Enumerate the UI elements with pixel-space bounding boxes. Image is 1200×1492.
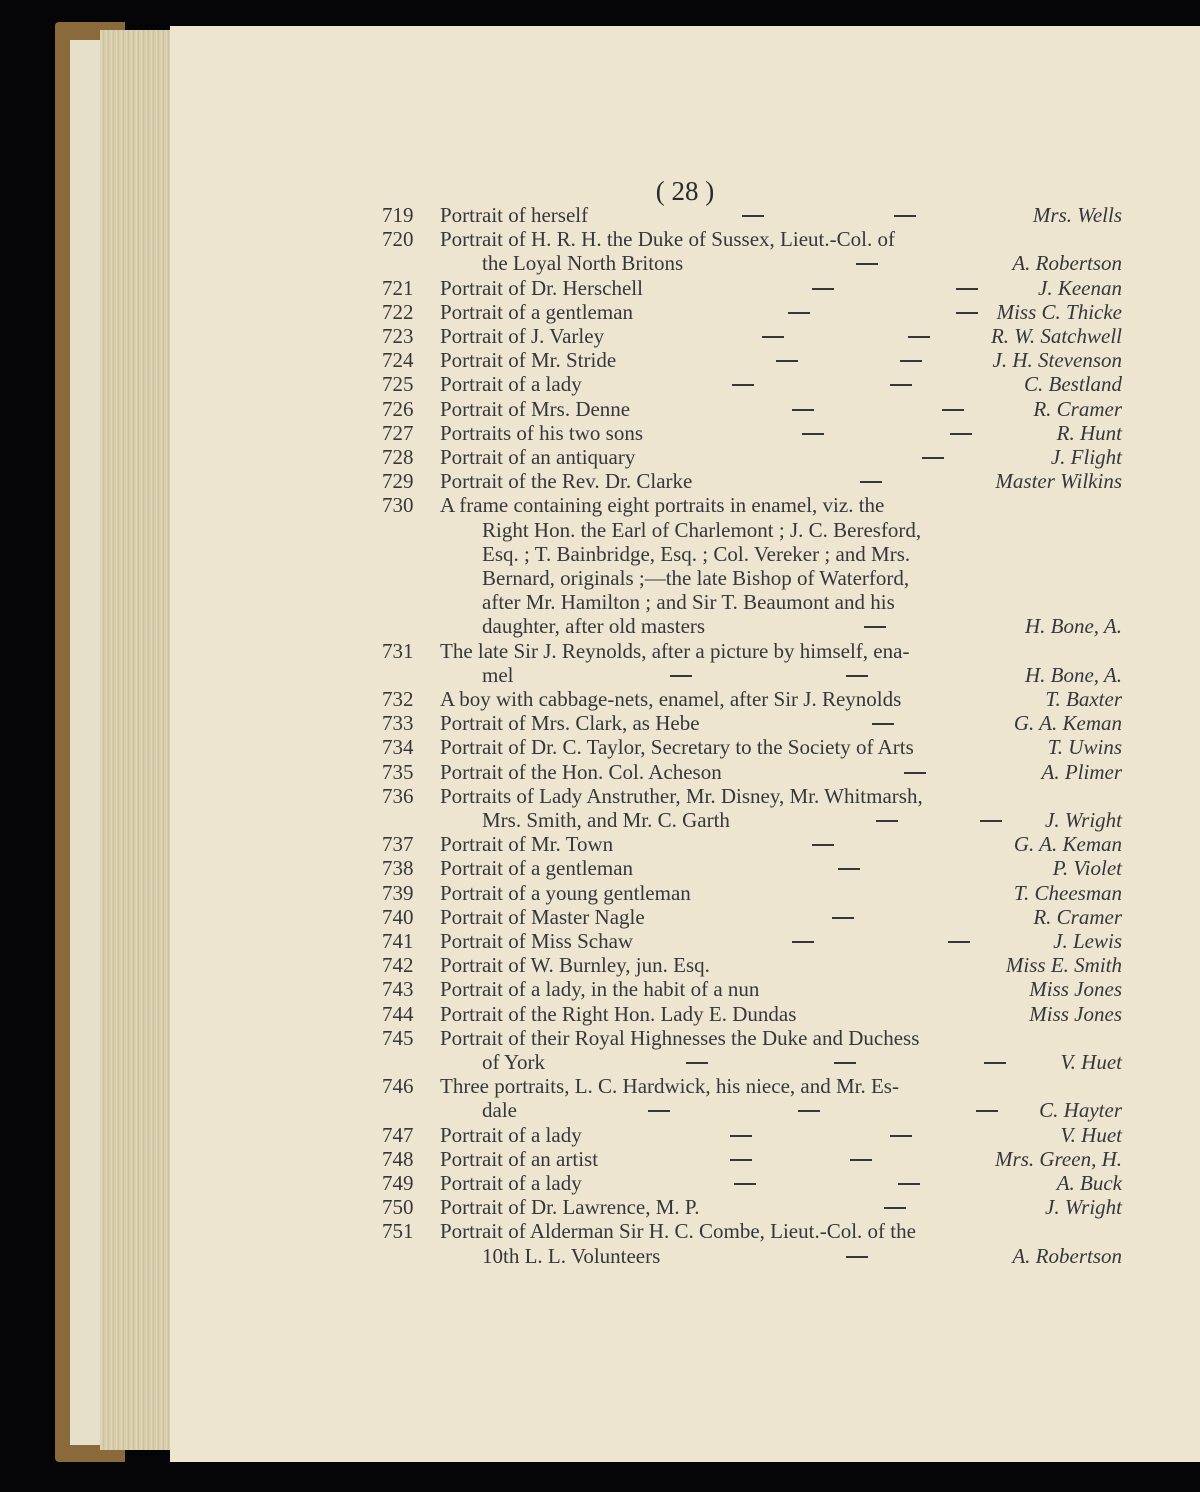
entry-number: 749 xyxy=(382,1171,414,1195)
entry-number: 745 xyxy=(382,1026,414,1050)
catalogue-entry-line xyxy=(170,783,1200,809)
entry-number: 740 xyxy=(382,905,414,929)
entry-title: Portrait of Dr. Herschell xyxy=(440,276,643,300)
entry-title: Portrait of an artist xyxy=(440,1147,599,1171)
catalogue-entry-line xyxy=(170,686,1200,712)
entry-number: 727 xyxy=(382,421,414,445)
entry-number: 725 xyxy=(382,372,414,396)
leader-dash xyxy=(846,675,868,677)
entry-number: 732 xyxy=(382,687,414,711)
catalogue-entry-line xyxy=(170,807,1200,833)
leader-dash xyxy=(812,844,834,846)
catalogue-entry-line xyxy=(170,1025,1200,1051)
artist-name: J. H. Stevenson xyxy=(992,348,1122,372)
entry-title: Portrait of the Right Hon. Lady E. Dundas xyxy=(440,1002,797,1026)
leader-dash xyxy=(956,312,978,314)
entry-title: Portrait of Mrs. Denne xyxy=(440,397,631,421)
entry-title: Portraits of his two sons xyxy=(440,421,644,445)
entry-title: Bernard, originals ;—the late Bishop of Waterford, xyxy=(482,566,910,590)
leader-dash xyxy=(908,336,930,338)
artist-name: C. Hayter xyxy=(1039,1098,1122,1122)
artist-name: J. Wright xyxy=(1045,808,1122,832)
catalogue-entry-line xyxy=(170,1049,1200,1075)
artist-name: Mrs. Green, H. xyxy=(995,1147,1122,1171)
entry-title: Portrait of Master Nagle xyxy=(440,905,645,929)
leader-dash xyxy=(730,1159,752,1161)
catalogue-entry-line xyxy=(170,904,1200,930)
leader-dash xyxy=(686,1062,708,1064)
catalogue-entry-line xyxy=(170,468,1200,494)
entry-title: Portraits of Lady Anstruther, Mr. Disney, Mr. Whitmarsh, xyxy=(440,784,923,808)
catalogue-entry-line xyxy=(170,371,1200,397)
entry-title: Portrait of the Hon. Col. Acheson xyxy=(440,760,722,784)
catalogue-entry-line xyxy=(170,662,1200,688)
artist-name: A. Plimer xyxy=(1041,760,1122,784)
leader-dash xyxy=(846,1256,868,1258)
entry-number: 742 xyxy=(382,953,414,977)
leader-dash xyxy=(856,263,878,265)
catalogue-entry-line xyxy=(170,1243,1200,1269)
entry-title: Portrait of Mr. Stride xyxy=(440,348,617,372)
leader-dash xyxy=(860,481,882,483)
artist-name: J. Keenan xyxy=(1038,276,1122,300)
catalogue-page xyxy=(170,26,1200,1462)
entry-title: Portrait of a lady xyxy=(440,372,582,396)
entry-title: Right Hon. the Earl of Charlemont ; J. C. Beresford, xyxy=(482,518,922,542)
leader-dash xyxy=(798,1110,820,1112)
leader-dash xyxy=(872,723,894,725)
entry-title: Portrait of a lady xyxy=(440,1171,582,1195)
catalogue-entry-line xyxy=(170,734,1200,760)
artist-name: P. Violet xyxy=(1052,856,1122,880)
leader-dash xyxy=(864,626,886,628)
entry-number: 737 xyxy=(382,832,414,856)
catalogue-entry-line xyxy=(170,202,1200,228)
artist-name: T. Cheesman xyxy=(1013,881,1122,905)
entry-number: 731 xyxy=(382,639,414,663)
leader-dash xyxy=(788,312,810,314)
artist-name: Miss Jones xyxy=(1029,1002,1122,1026)
catalogue-entry-line xyxy=(170,347,1200,373)
entry-number: 739 xyxy=(382,881,414,905)
artist-name: R. Cramer xyxy=(1033,905,1122,929)
catalogue-entry-line xyxy=(170,1073,1200,1099)
entry-title: the Loyal North Britons xyxy=(482,251,684,275)
catalogue-entry-line xyxy=(170,952,1200,978)
leader-dash xyxy=(984,1062,1006,1064)
entry-title: Portrait of Dr. Lawrence, M. P. xyxy=(440,1195,700,1219)
artist-name: A. Robertson xyxy=(1012,1244,1122,1268)
entry-title: Mrs. Smith, and Mr. C. Garth xyxy=(482,808,730,832)
catalogue-entry-line xyxy=(170,1194,1200,1220)
entry-title: Portrait of a young gentleman xyxy=(440,881,691,905)
entry-number: 750 xyxy=(382,1195,414,1219)
catalogue-entry-line xyxy=(170,565,1200,591)
leader-dash xyxy=(734,1183,756,1185)
entry-title: The late Sir J. Reynolds, after a picture by himself, ena- xyxy=(440,639,910,663)
entry-number: 733 xyxy=(382,711,414,735)
artist-name: Miss Jones xyxy=(1029,977,1122,1001)
artist-name: T. Uwins xyxy=(1047,735,1122,759)
catalogue-entry-line xyxy=(170,444,1200,470)
entry-number: 747 xyxy=(382,1123,414,1147)
entry-number: 728 xyxy=(382,445,414,469)
entry-number: 734 xyxy=(382,735,414,759)
entry-title: daughter, after old masters xyxy=(482,614,706,638)
leader-dash xyxy=(834,1062,856,1064)
leader-dash xyxy=(884,1207,906,1209)
entry-number: 722 xyxy=(382,300,414,324)
entry-number: 723 xyxy=(382,324,414,348)
entry-number: 743 xyxy=(382,977,414,1001)
entry-number: 741 xyxy=(382,929,414,953)
entry-number: 736 xyxy=(382,784,414,808)
entry-title: Portrait of Alderman Sir H. C. Combe, Lieut.-Col. of the xyxy=(440,1219,916,1243)
catalogue-entry-line xyxy=(170,589,1200,615)
leader-dash xyxy=(742,215,764,217)
catalogue-entry-line xyxy=(170,275,1200,301)
catalogue-entry-line xyxy=(170,928,1200,954)
leader-dash xyxy=(942,409,964,411)
entry-title: Portrait of a gentleman xyxy=(440,300,634,324)
leader-dash xyxy=(980,820,1002,822)
artist-name: V. Huet xyxy=(1060,1123,1122,1147)
entry-number: 724 xyxy=(382,348,414,372)
artist-name: A. Robertson xyxy=(1012,251,1122,275)
catalogue-entry-line xyxy=(170,1170,1200,1196)
entry-title: Portrait of their Royal Highnesses the Duke and Duchess xyxy=(440,1026,920,1050)
catalogue-entry-line xyxy=(170,1146,1200,1172)
artist-name: A. Buck xyxy=(1056,1171,1122,1195)
catalogue-entry-line xyxy=(170,976,1200,1002)
entry-number: 748 xyxy=(382,1147,414,1171)
catalogue-entry-line xyxy=(170,880,1200,906)
catalogue-entry-line xyxy=(170,613,1200,639)
catalogue-entry-line xyxy=(170,492,1200,518)
catalogue-entry-line xyxy=(170,1218,1200,1244)
entry-title: Portrait of Miss Schaw xyxy=(440,929,634,953)
entry-number: 751 xyxy=(382,1219,414,1243)
entry-title: Portrait of W. Burnley, jun. Esq. xyxy=(440,953,710,977)
catalogue-entry-line xyxy=(170,517,1200,543)
leader-dash xyxy=(776,360,798,362)
leader-dash xyxy=(948,941,970,943)
catalogue-entry-line xyxy=(170,855,1200,881)
entry-title: of York xyxy=(482,1050,546,1074)
leader-dash xyxy=(890,1135,912,1137)
entry-title: Portrait of H. R. H. the Duke of Sussex, Lieut.-Col. of xyxy=(440,227,895,251)
entry-number: 719 xyxy=(382,203,414,227)
entry-title: Portrait of herself xyxy=(440,203,589,227)
catalogue-entry-line xyxy=(170,1097,1200,1123)
catalogue-entry-line xyxy=(170,759,1200,785)
entry-title: Portrait of a gentleman xyxy=(440,856,634,880)
entry-number: 744 xyxy=(382,1002,414,1026)
leader-dash xyxy=(956,288,978,290)
entry-title: Portrait of a lady, in the habit of a nun xyxy=(440,977,760,1001)
entry-number: 730 xyxy=(382,493,414,517)
catalogue-entry-line xyxy=(170,396,1200,422)
artist-name: Miss C. Thicke xyxy=(996,300,1122,324)
leader-dash xyxy=(802,433,824,435)
artist-name: C. Bestland xyxy=(1024,372,1122,396)
leader-dash xyxy=(876,820,898,822)
entry-title: A boy with cabbage-nets, enamel, after Sir J. Reynolds xyxy=(440,687,902,711)
catalogue-entry-line xyxy=(170,1122,1200,1148)
catalogue-entry-line xyxy=(170,541,1200,567)
artist-name: Mrs. Wells xyxy=(1032,203,1122,227)
leader-dash xyxy=(792,941,814,943)
entry-number: 735 xyxy=(382,760,414,784)
entry-title: Portrait of Mr. Town xyxy=(440,832,614,856)
entry-number: 746 xyxy=(382,1074,414,1098)
leader-dash xyxy=(762,336,784,338)
leader-dash xyxy=(922,457,944,459)
catalogue-entry-line xyxy=(170,250,1200,276)
artist-name: H. Bone, A. xyxy=(1024,663,1122,687)
entry-number: 738 xyxy=(382,856,414,880)
leader-dash xyxy=(894,215,916,217)
artist-name: V. Huet xyxy=(1060,1050,1122,1074)
entry-number: 726 xyxy=(382,397,414,421)
entry-title: Portrait of Dr. C. Taylor, Secretary to the Society of Arts xyxy=(440,735,914,759)
leader-dash xyxy=(850,1159,872,1161)
entry-title: dale xyxy=(482,1098,517,1122)
catalogue-entry-line xyxy=(170,323,1200,349)
leader-dash xyxy=(832,917,854,919)
artist-name: R. W. Satchwell xyxy=(990,324,1122,348)
catalogue-entry-line xyxy=(170,1001,1200,1027)
entry-title: Three portraits, L. C. Hardwick, his niece, and Mr. Es- xyxy=(440,1074,899,1098)
leader-dash xyxy=(890,384,912,386)
page-number: ( 28 ) xyxy=(655,176,715,206)
catalogue-entry-line xyxy=(170,831,1200,857)
leader-dash xyxy=(670,675,692,677)
entry-title: Portrait of the Rev. Dr. Clarke xyxy=(440,469,693,493)
leader-dash xyxy=(898,1183,920,1185)
catalogue-entry-line xyxy=(170,299,1200,325)
artist-name: Master Wilkins xyxy=(995,469,1122,493)
artist-name: J. Flight xyxy=(1050,445,1122,469)
artist-name: H. Bone, A. xyxy=(1024,614,1122,638)
leader-dash xyxy=(732,384,754,386)
catalogue-entry-line xyxy=(170,638,1200,664)
leader-dash xyxy=(950,433,972,435)
artist-name: J. Lewis xyxy=(1053,929,1122,953)
artist-name: J. Wright xyxy=(1045,1195,1122,1219)
leader-dash xyxy=(730,1135,752,1137)
entry-title: Portrait of an antiquary xyxy=(440,445,636,469)
artist-name: R. Hunt xyxy=(1056,421,1122,445)
leader-dash xyxy=(648,1110,670,1112)
artist-name: R. Cramer xyxy=(1033,397,1122,421)
leader-dash xyxy=(812,288,834,290)
entry-number: 721 xyxy=(382,276,414,300)
catalogue-entry-line xyxy=(170,226,1200,252)
entry-title: Esq. ; T. Bainbridge, Esq. ; Col. Vereker ; and Mrs. xyxy=(482,542,911,566)
catalogue-entry-line xyxy=(170,710,1200,736)
artist-name: G. A. Keman xyxy=(1013,711,1122,735)
entry-title: 10th L. L. Volunteers xyxy=(482,1244,661,1268)
entry-number: 720 xyxy=(382,227,414,251)
artist-name: G. A. Keman xyxy=(1013,832,1122,856)
artist-name: Miss E. Smith xyxy=(1005,953,1122,977)
entry-title: Portrait of Mrs. Clark, as Hebe xyxy=(440,711,700,735)
leader-dash xyxy=(904,772,926,774)
page-edges xyxy=(100,30,180,1450)
leader-dash xyxy=(900,360,922,362)
leader-dash xyxy=(976,1110,998,1112)
entry-title: Portrait of J. Varley xyxy=(440,324,605,348)
leader-dash xyxy=(792,409,814,411)
entry-title: Portrait of a lady xyxy=(440,1123,582,1147)
artist-name: T. Baxter xyxy=(1045,687,1122,711)
leader-dash xyxy=(838,868,860,870)
entry-title: after Mr. Hamilton ; and Sir T. Beaumont and his xyxy=(482,590,895,614)
entry-title: mel xyxy=(482,663,514,687)
entry-title: A frame containing eight portraits in enamel, viz. the xyxy=(440,493,885,517)
entry-number: 729 xyxy=(382,469,414,493)
catalogue-entry-line xyxy=(170,420,1200,446)
